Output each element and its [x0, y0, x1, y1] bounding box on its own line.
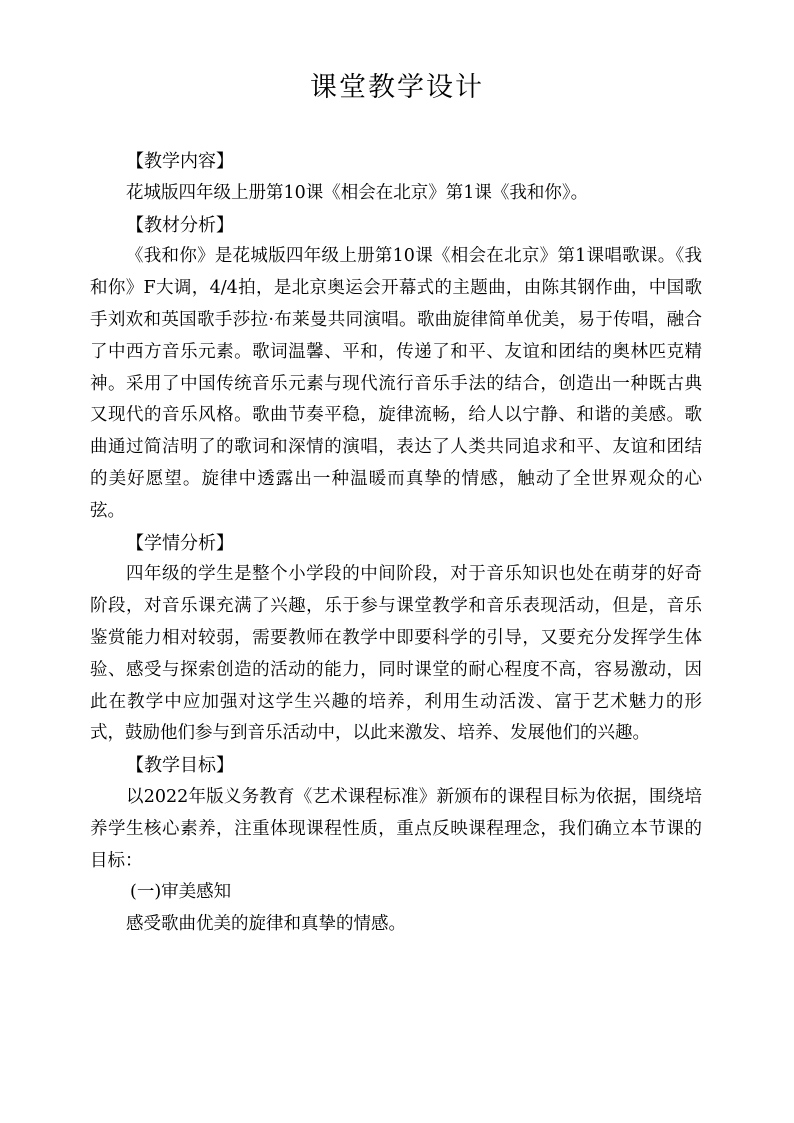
subheading-aesthetic: (一)审美感知 — [130, 882, 232, 903]
section-paragraph: 四年级的学生是整个小学段的中间阶段，对于音乐知识也处在萌芽的好奇阶段，对音乐课充满了兴趣，乐于参与课堂教学和音乐表现活动，但是，音乐鉴赏能力相对较弱，需要教师在教学中即要科学的引导，又要充分发挥学生体验、感受与探索创造的活动的能力，同时课堂的耐心程度不高，容易激动，因此在教学中应加强对这学生兴趣的培养，利用生动活泼、富于艺术魅力的形式，鼓励他们参与到音乐活动中，以此来激发、培养、发展他们的兴趣。 — [90, 564, 702, 744]
document-body — [90, 146, 702, 941]
section-heading-material: 【教材分析】 — [126, 214, 234, 236]
document-title: 课堂教学设计 — [310, 72, 484, 103]
section-paragraph: 感受歌曲优美的旋律和真挚的情感。 — [126, 914, 406, 935]
section-heading-goals: 【教学目标】 — [126, 755, 234, 777]
section-heading-content: 【教学内容】 — [126, 151, 234, 172]
section-heading-students: 【学情分析】 — [126, 532, 234, 554]
section-paragraph: 以2022年版义务教育《艺术课程标准》新颁布的课程目标为依据，围绕培养学生核心素养，注重体现课程性质，重点反映课程理念，我们确立本节课的目标： — [90, 786, 702, 871]
section-paragraph: 《我和你》是花城版四年级上册第10课《相会在北京》第1课唱歌课。《我和你》F大调，4/4拍，是北京奥运会开幕式的主题曲，由陈其钢作曲，中国歌手刘欢和英国歌手莎拉·布莱曼共同演唱。歌曲旋律简单优美，易于传唱，融合了中西方音乐元素。歌词温馨、平和，传递了和平、友谊和团结的奥林匹克精神。采用了中国传统音乐元素与现代流行音乐手法的结合，创造出一种既古典又现代的音乐风格。歌曲节奏平稳，旋律流畅，给人以宁静、和谐的美感。歌曲通过简洁明了的歌词和深情的演唱，表达了人类共同追求和平、友谊和团结的美好愿望。旋律中透露出一种温暖而真挚的情感，触动了全世界观众的心弦。 — [90, 246, 702, 521]
section-paragraph: 花城版四年级上册第10课《相会在北京》第1课《我和你》。 — [126, 182, 589, 203]
